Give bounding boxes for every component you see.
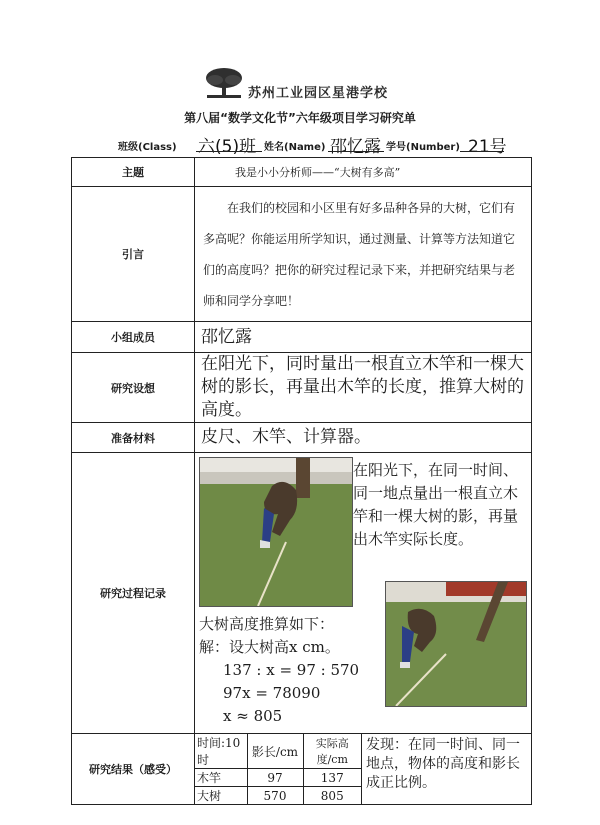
topic-value: 我是小小分析师——“大树有多高” [195,158,532,187]
row-members [72,322,532,353]
intro-label: 引言 [72,187,195,322]
calc-line-2: 137 : x = 97 : 570 [223,661,360,679]
hypothesis-label: 研究设想 [72,353,195,423]
hypothesis-value: 在阳光下，同时量出一根直立木竿和一棵大树的影长，再量出木竿的长度，推算大树的高度。 [195,353,532,423]
header-shadow: 影长/cm [247,734,303,769]
number-value: 21号 [468,137,507,157]
number-label: 学号(Number) [386,142,460,153]
research-form-table [71,157,532,805]
class-value: 六(5)班 [198,137,257,157]
row-intro [72,187,532,322]
row-process [72,453,532,734]
calc-line-1: 解：设大树高x cm。 [199,638,340,656]
calc-line-3: 97x = 78090 [223,684,321,702]
results-data-table [195,734,361,804]
process-record [195,453,531,733]
members-label: 小组成员 [72,322,195,353]
header-height: 实际高度/cm [303,734,361,769]
results-label: 研究结果（感受） [72,734,195,805]
student-info [118,133,548,157]
school-logo-tree-icon [203,66,245,100]
members-value: 邵忆露 [195,322,532,353]
class-label: 班级(Class) [118,142,177,153]
tree-height: 805 [303,787,361,805]
row-topic [72,158,532,187]
calc-line-4: x ≈ 805 [223,707,283,725]
height-calculation [199,613,389,728]
header-time: 时间:10时 [195,734,247,769]
row-results [72,734,532,805]
results-finding: 发现：在同一时间、同一地点，物体的高度和影长成正比例。 [366,737,520,791]
tree-shadow: 570 [247,787,303,805]
page-title: 第八届“数学文化节”六年级项目学习研究单 [184,111,416,125]
school-name: 苏州工业园区星港学校 [248,86,389,101]
row-materials [72,423,532,453]
pole-label: 木竿 [195,769,247,787]
process-description: 在阳光下，在同一时间、同一地点量出一根直立木竿和一棵大树的影，再量出木竿实际长度。 [353,461,519,548]
calc-title: 大树高度推算如下： [199,615,335,633]
materials-value: 皮尺、木竿、计算器。 [195,423,532,453]
pole-shadow: 97 [247,769,303,787]
name-value: 邵忆露 [330,137,381,157]
name-label: 姓名(Name) [264,142,326,153]
row-hypothesis [72,353,532,423]
pole-height: 137 [303,769,361,787]
materials-label: 准备材料 [72,423,195,453]
tree-label: 大树 [195,787,247,805]
measurement-photo-1 [199,457,353,607]
measurement-photo-2 [385,581,527,707]
intro-text: 在我们的校园和小区里有好多品种各异的大树，它们有多高呢？你能运用所学知识，通过测量、计算等方法知道它们的高度吗？把你的研究过程记录下来，并把研究结果与老师和同学分享吧！ [195,187,532,322]
process-label: 研究过程记录 [72,453,195,734]
topic-label: 主题 [72,158,195,187]
